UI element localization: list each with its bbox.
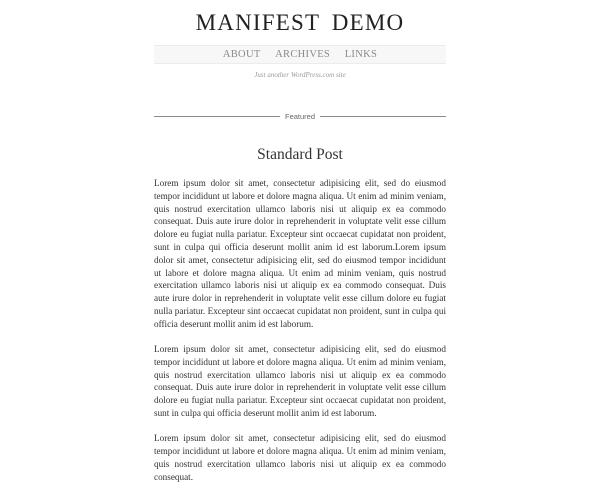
- post-title[interactable]: Standard Post: [257, 146, 343, 163]
- main-navigation: [154, 45, 446, 64]
- featured-divider: [154, 111, 446, 123]
- site-title[interactable]: MANIFEST DEMO: [195, 10, 405, 35]
- post-content: [154, 177, 446, 496]
- featured-rule-right: [320, 116, 446, 117]
- nav-link-archives[interactable]: ARCHIVES: [275, 49, 331, 60]
- nav-link-links[interactable]: LINKS: [344, 49, 378, 60]
- site-tagline: Just another WordPress.com site: [254, 71, 346, 79]
- featured-label: Featured: [284, 112, 316, 121]
- post-paragraph: Lorem ipsum dolor sit amet, consectetur adipisicing elit, sed do eiusmod tempor incididunt ut labore et dolore magna aliqua. Ut enim ad minim veniam, quis nostrud exercitation ullamco laboris nisi ut aliquip ex ea commodo consequat. Duis aute irure dolor in reprehenderit in voluptate velit esse cillum dolore eu fugiat nulla pariatur. Excepteur sint occaecat cupidatat non proident, sunt in culpa qui officia deserunt mollit anim id est laborum.: [154, 344, 446, 419]
- post-paragraph: Lorem ipsum dolor sit amet, consectetur adipisicing elit, sed do eiusmod tempor incididunt ut labore et dolore magna aliqua. Ut enim ad minim veniam, quis nostrud exercitation ullamco laboris nisi ut aliquip ex ea commodo consequat. Duis aute irure dolor in reprehenderit in voluptate velit esse cillum dolore eu fugiat nulla pariatur. Excepteur sint occaecat cupidatat non proident, sunt in culpa qui officia deserunt mollit anim id est laborum.Lorem ipsum dolor sit amet, consectetur adipisicing elit, sed do eiusmod tempor incididunt ut labore et dolore magna aliqua. Ut enim ad minim veniam, quis nostrud exercitation ullamco laboris nisi ut aliquip ex ea commodo consequat. Duis aute irure dolor in reprehenderit in voluptate velit esse cillum dolore eu fugiat nulla pariatur. Excepteur sint occaecat cupidatat non proident, sunt in culpa qui officia deserunt mollit anim id est laborum.: [154, 178, 446, 329]
- post-paragraph: Lorem ipsum dolor sit amet, consectetur adipisicing elit, sed do eiusmod tempor incididunt ut labore et dolore magna aliqua. Ut enim ad minim veniam, quis nostrud exercitation ullamco laboris nisi ut aliquip ex ea commodo consequat.: [154, 433, 446, 482]
- nav-link-about[interactable]: ABOUT: [222, 49, 261, 60]
- featured-rule-left: [154, 116, 280, 117]
